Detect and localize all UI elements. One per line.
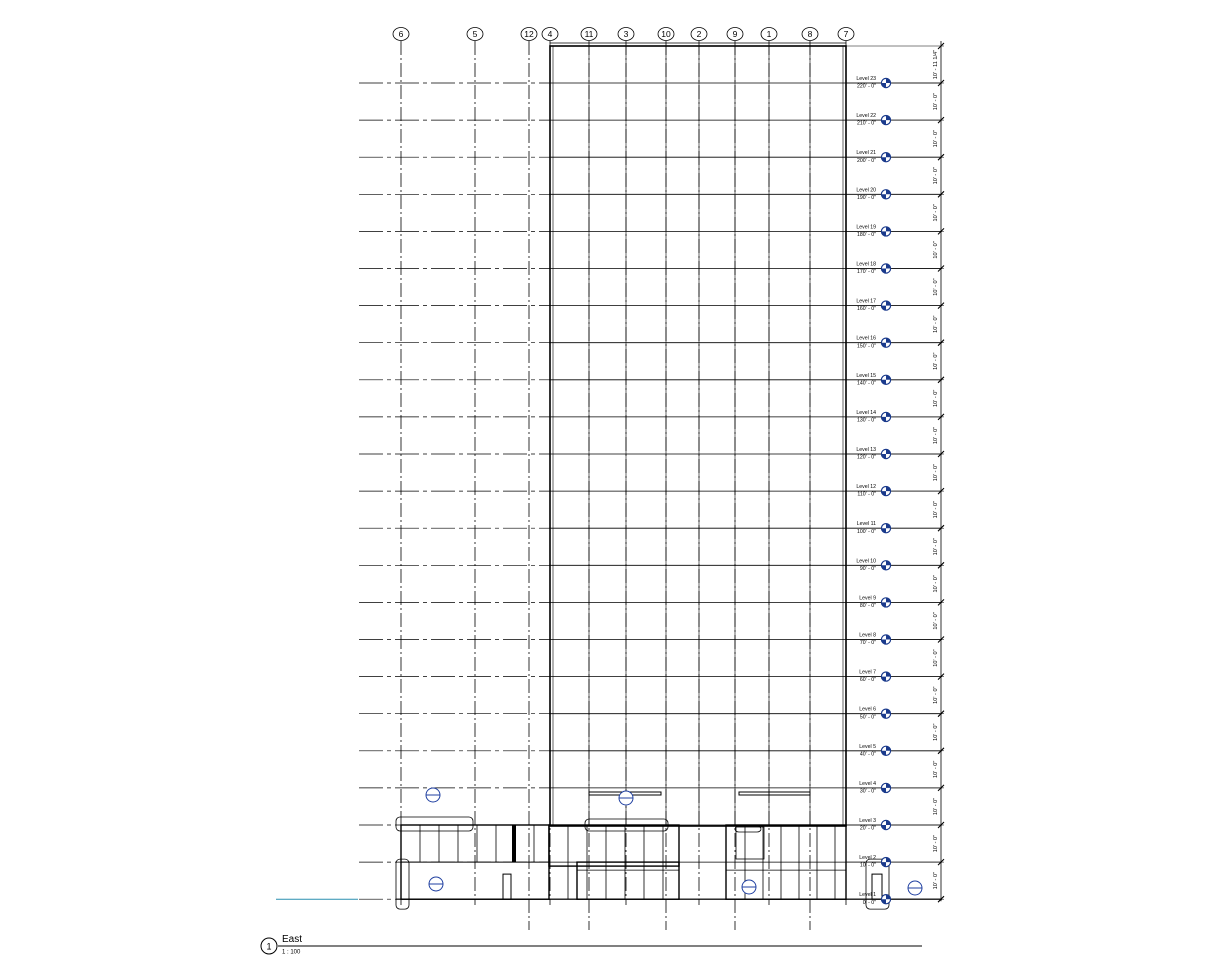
level-head[interactable]	[856, 447, 890, 461]
level-head[interactable]	[859, 818, 890, 832]
level-elevation: 110' - 0"	[857, 491, 876, 498]
grid-bubble[interactable]	[838, 28, 854, 41]
level-head[interactable]	[856, 150, 890, 164]
view-scale: 1 : 100	[282, 949, 301, 956]
level-elevation: 160' - 0"	[857, 306, 876, 313]
section-marker[interactable]	[742, 880, 756, 894]
grid-label: 8	[807, 29, 813, 40]
level-head-quadrant	[881, 380, 886, 385]
level-elevation: 220' - 0"	[857, 83, 876, 90]
level-name: Level 3	[859, 818, 876, 824]
dimension-value: 10' - 0"	[933, 241, 939, 259]
grid-label: 7	[843, 29, 849, 40]
level-head-quadrant	[886, 264, 891, 269]
dimension-value: 10' - 0"	[933, 834, 939, 853]
level-head-quadrant	[881, 751, 886, 756]
level-head[interactable]	[859, 744, 890, 758]
level-head-quadrant	[886, 190, 891, 195]
section-marker[interactable]	[908, 881, 922, 895]
level-head-quadrant	[881, 194, 886, 199]
level-name: Level 16	[856, 335, 876, 342]
grid-label: 4	[547, 29, 553, 40]
level-head[interactable]	[856, 187, 890, 201]
level-head-quadrant	[881, 899, 886, 904]
level-head-quadrant	[881, 417, 886, 422]
level-head-quadrant	[886, 858, 891, 863]
callout-box	[396, 817, 473, 831]
level-elevation: 70' - 0"	[859, 640, 876, 647]
grid-label: 10	[661, 29, 671, 40]
grid-bubble[interactable]	[467, 28, 483, 41]
level-head-quadrant	[881, 343, 886, 348]
level-head[interactable]	[856, 113, 890, 127]
section-markers-group	[426, 788, 922, 895]
level-head-quadrant	[886, 449, 891, 454]
dimension-value: 10' - 0"	[933, 463, 939, 482]
level-name: Level 10	[856, 558, 876, 565]
level-elevation: 10' - 0"	[859, 862, 876, 869]
level-head-quadrant	[886, 116, 891, 121]
level-head[interactable]	[856, 299, 890, 313]
level-elevation: 20' - 0"	[859, 825, 876, 832]
grid-label: 2	[696, 29, 702, 40]
level-head-quadrant	[881, 677, 886, 682]
level-elevation: 130' - 0"	[857, 417, 876, 424]
level-elevation: 210' - 0"	[857, 120, 876, 127]
level-name: Level 21	[856, 150, 876, 157]
level-head[interactable]	[859, 707, 890, 721]
level-name: Level 5	[859, 743, 876, 750]
level-elevation: 40' - 0"	[859, 751, 876, 758]
dimension-value: 10' - 0"	[933, 129, 939, 148]
dimension-value: 10' - 0"	[933, 315, 939, 333]
grid-label: 11	[584, 29, 594, 40]
dimension-value: 10' - 0"	[933, 760, 939, 779]
level-head-quadrant	[886, 635, 891, 640]
level-head-quadrant	[881, 528, 886, 533]
level-head-quadrant	[886, 672, 891, 677]
level-elevation: 140' - 0"	[857, 380, 876, 387]
level-head[interactable]	[859, 633, 890, 647]
level-name: Level 2	[859, 855, 876, 862]
level-head-quadrant	[881, 565, 886, 570]
dimension-value: 10' - 11 1/4"	[933, 49, 939, 80]
section-marker[interactable]	[429, 877, 443, 891]
level-elevation: 190' - 0"	[857, 194, 876, 201]
level-head-quadrant	[881, 269, 886, 274]
level-head-quadrant	[881, 862, 886, 867]
level-name: Level 1	[859, 892, 876, 899]
dimension-value: 10' - 0"	[933, 612, 939, 630]
level-head-quadrant	[886, 412, 891, 417]
podium-center-lower	[577, 862, 679, 899]
level-head-quadrant	[881, 83, 886, 88]
level-name: Level 17	[856, 298, 876, 305]
grid-bubble[interactable]	[802, 28, 818, 41]
dimension-value: 10' - 0"	[933, 204, 939, 222]
dimension-string	[846, 41, 944, 902]
grid-label: 6	[398, 29, 404, 40]
level-name: Level 6	[859, 706, 876, 713]
dimension-value: 10' - 0"	[933, 649, 939, 667]
level-head[interactable]	[856, 76, 890, 90]
level-head-quadrant	[886, 820, 891, 825]
level-head-quadrant	[886, 487, 891, 492]
level-name: Level 15	[856, 372, 876, 379]
level-head-quadrant	[881, 491, 886, 496]
dimension-value: 10' - 0"	[933, 500, 939, 519]
level-name: Level 19	[856, 224, 876, 231]
grid-bubble[interactable]	[581, 28, 597, 41]
level-name: Level 20	[856, 187, 876, 194]
level-head-quadrant	[886, 783, 891, 788]
dimension-value: 10' - 0"	[933, 686, 939, 704]
view-name: East	[282, 934, 303, 945]
dimension-value: 10' - 0"	[933, 352, 939, 370]
level-elevation: 80' - 0"	[859, 603, 876, 609]
level-head-quadrant	[881, 454, 886, 459]
level-name: Level 4	[859, 780, 876, 787]
level-head[interactable]	[856, 336, 890, 350]
level-name: Level 13	[856, 447, 876, 453]
grid-bubble[interactable]	[542, 28, 558, 41]
level-name: Level 8	[859, 632, 876, 639]
level-head[interactable]	[859, 892, 890, 906]
level-head-quadrant	[881, 157, 886, 162]
grid-bubble[interactable]	[691, 28, 707, 41]
grid-bubble[interactable]	[521, 28, 537, 41]
level-elevation: 90' - 0"	[859, 565, 876, 572]
level-head-quadrant	[881, 120, 886, 125]
grid-bubble[interactable]	[393, 28, 409, 41]
level-head-quadrant	[886, 561, 891, 566]
grid-bubble[interactable]	[658, 28, 674, 41]
level-head-quadrant	[886, 153, 891, 158]
grid-bubble[interactable]	[761, 28, 777, 41]
level-head[interactable]	[856, 373, 890, 387]
level-elevation: 170' - 0"	[857, 269, 876, 276]
grid-label: 12	[524, 29, 534, 40]
dimension-value: 10' - 0"	[933, 167, 939, 185]
level-elevation: 150' - 0"	[857, 343, 876, 350]
level-head-quadrant	[881, 714, 886, 719]
level-head[interactable]	[856, 262, 890, 276]
level-heads-group	[856, 76, 890, 906]
level-elevation: 180' - 0"	[857, 232, 876, 238]
podium-curtain-wall	[276, 817, 942, 909]
level-elevation: 30' - 0"	[859, 788, 876, 795]
level-name: Level 22	[856, 113, 876, 120]
level-head-quadrant	[881, 788, 886, 793]
level-elevation: 60' - 0"	[859, 677, 876, 684]
level-name: Level 23	[856, 76, 876, 82]
grid-label: 1	[766, 29, 772, 40]
podium-column	[512, 825, 516, 862]
level-head[interactable]	[856, 484, 890, 498]
level-head-quadrant	[886, 375, 891, 380]
dimension-value: 10' - 0"	[933, 797, 939, 816]
level-head[interactable]	[859, 670, 890, 684]
level-name: Level 18	[856, 261, 876, 268]
grid-label: 9	[732, 29, 738, 40]
level-elevation: 120' - 0"	[857, 454, 876, 461]
level-head-quadrant	[881, 825, 886, 830]
level-name: Level 14	[856, 409, 876, 416]
grid-bubble[interactable]	[618, 28, 634, 41]
podium-door	[503, 874, 511, 899]
level-head-quadrant	[886, 524, 891, 529]
dimension-value: 10' - 0"	[933, 723, 939, 741]
dimension-value: 10' - 0"	[933, 92, 939, 111]
callout-box	[396, 859, 409, 909]
level-elevation: 0' - 0"	[862, 899, 876, 906]
level-head[interactable]	[857, 521, 891, 535]
level-name: Level 12	[856, 484, 876, 491]
tower-outline	[550, 46, 846, 826]
level-head[interactable]	[856, 410, 890, 424]
dimension-value: 10' - 0"	[933, 871, 939, 890]
dimension-value: 10' - 0"	[933, 538, 939, 556]
dimension-value: 10' - 0"	[933, 389, 939, 408]
level-head-quadrant	[886, 709, 891, 714]
level-head[interactable]	[856, 224, 890, 238]
level-head-quadrant	[886, 895, 891, 900]
grid-label: 5	[472, 29, 478, 40]
level-head-quadrant	[886, 598, 891, 603]
building-outline	[550, 43, 846, 826]
level-head-quadrant	[881, 306, 886, 311]
level-head[interactable]	[859, 595, 890, 609]
dimension-value: 10' - 0"	[933, 278, 939, 296]
view-title[interactable]	[261, 934, 922, 956]
level-name: Level 11	[856, 521, 876, 528]
level-head-quadrant	[886, 746, 891, 751]
level-head-quadrant	[881, 640, 886, 645]
level-head-quadrant	[886, 227, 891, 232]
level-name: Level 7	[859, 669, 876, 676]
grid-bubble[interactable]	[727, 28, 743, 41]
level-head-quadrant	[886, 78, 891, 83]
section-marker[interactable]	[426, 788, 440, 802]
level-head[interactable]	[859, 855, 890, 869]
view-number: 1	[266, 941, 272, 952]
level-head[interactable]	[859, 781, 890, 795]
level-head-quadrant	[886, 301, 891, 306]
level-elevation: 50' - 0"	[859, 714, 876, 721]
level-name: Level 9	[859, 595, 876, 602]
level-head-quadrant	[881, 231, 886, 236]
level-elevation: 200' - 0"	[857, 157, 876, 164]
grid-label: 3	[623, 29, 629, 40]
level-head-quadrant	[886, 338, 891, 343]
level-elevation: 100' - 0"	[857, 528, 876, 535]
section-marker[interactable]	[619, 791, 633, 805]
level-head[interactable]	[856, 558, 890, 572]
level-head-quadrant	[881, 602, 886, 607]
dimension-value: 10' - 0"	[933, 575, 939, 593]
canopy	[739, 792, 810, 795]
dimension-value: 10' - 0"	[933, 426, 939, 445]
